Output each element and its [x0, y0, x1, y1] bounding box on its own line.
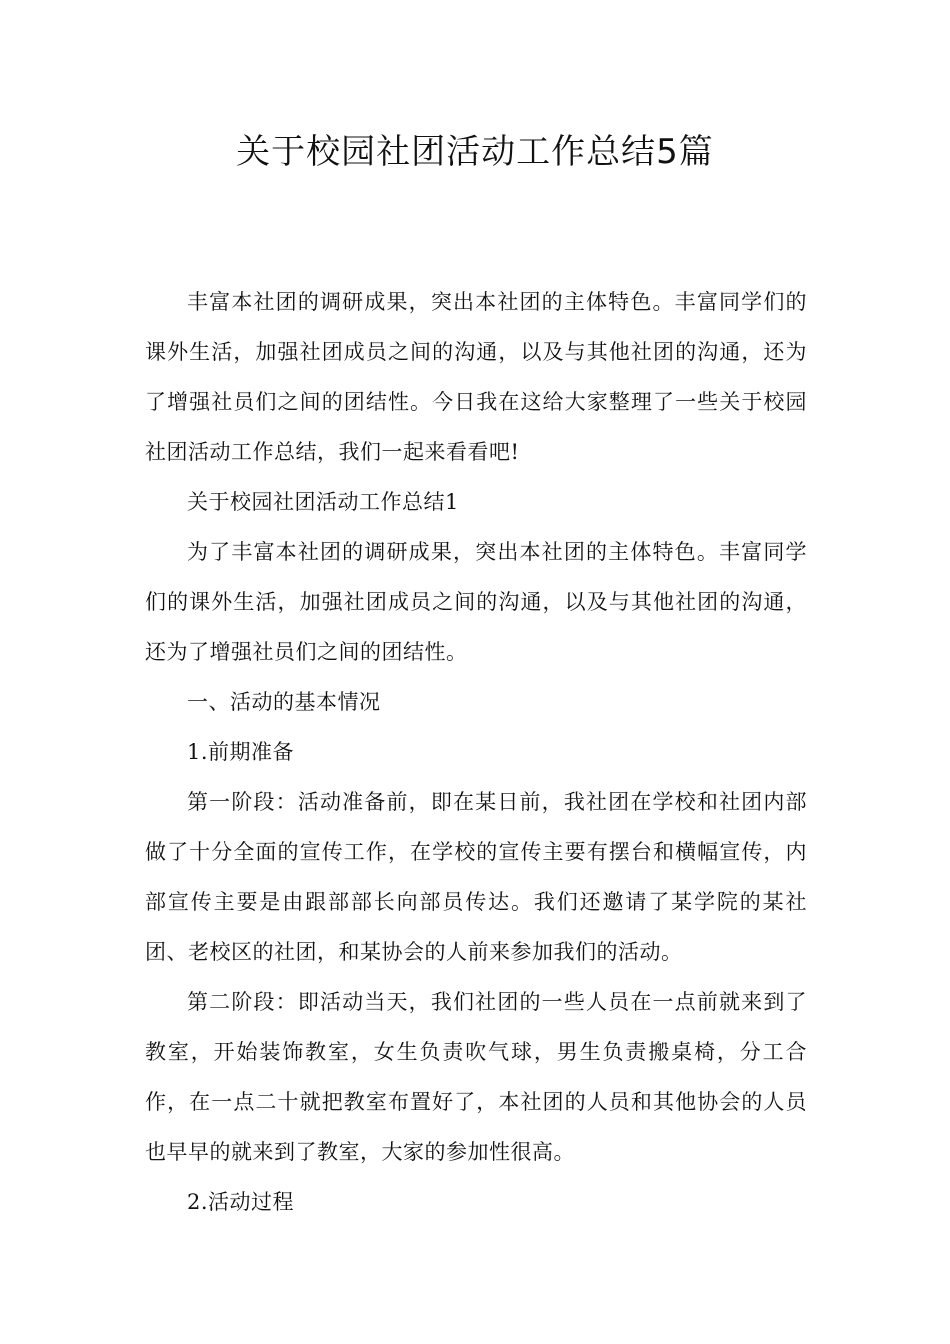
document-title: 关于校园社团活动工作总结5篇: [236, 132, 714, 172]
intro-paragraph: 丰富本社团的调研成果，突出本社团的主体特色。丰富同学们的课外生活，加强社团成员之间的沟通，以及与其他社团的沟通，还为了增强社员们之间的团结性。今日我在这给大家整理了一些关于校园社团活动工作总结，我们一起来看看吧!: [145, 290, 807, 464]
body-paragraph-stage-1: 第一阶段：活动准备前，即在某日前，我社团在学校和社团内部做了十分全面的宣传工作，在学校的宣传主要有摆台和横幅宣传，内部宣传主要是由跟部部长向部员传达。我们还邀请了某学院的某社团、老校区的社团，和某协会的人前来参加我们的活动。: [145, 790, 807, 964]
subheading-activity-process: 2.活动过程: [187, 1190, 295, 1214]
subheading-basic-situation: 一、活动的基本情况: [187, 690, 381, 714]
document-body: [145, 277, 807, 1227]
section-heading-1: 关于校园社团活动工作总结1: [187, 490, 459, 514]
body-paragraph-stage-2: 第二阶段：即活动当天，我们社团的一些人员在一点前就来到了教室，开始装饰教室，女生负责吹气球，男生负责搬桌椅，分工合作，在一点二十就把教室布置好了，本社团的人员和其他协会的人员也早早的就来到了教室，大家的参加性很高。: [145, 990, 807, 1164]
subheading-preparation: 1.前期准备: [187, 740, 295, 764]
body-paragraph: 为了丰富本社团的调研成果，突出本社团的主体特色。丰富同学们的课外生活，加强社团成员之间的沟通，以及与其他社团的沟通，还为了增强社员们之间的团结性。: [145, 540, 807, 664]
